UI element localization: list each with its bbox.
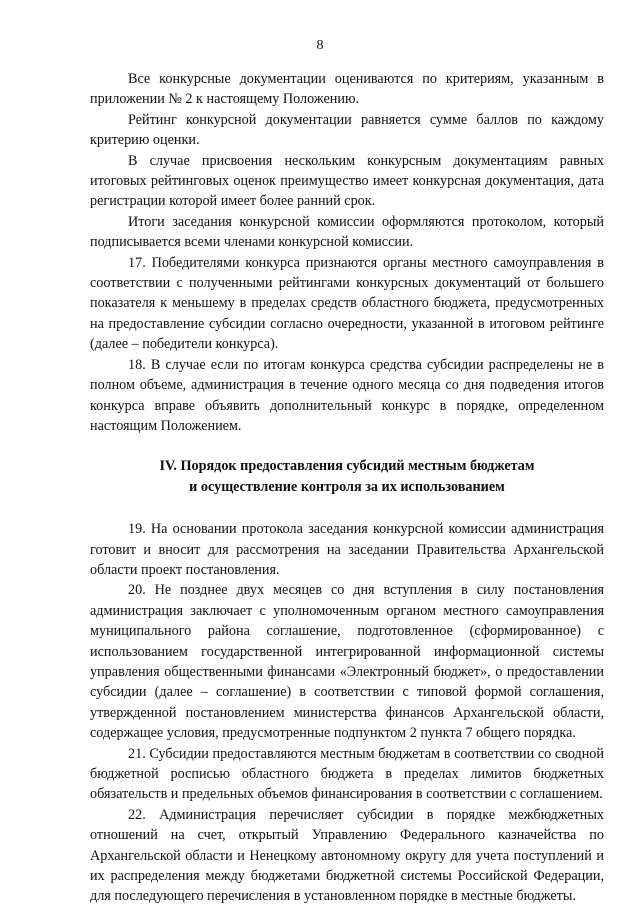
section-heading (90, 456, 604, 497)
paragraph-item-22: 22. Администрация перечисляет субсидии в порядке межбюджетных отношений на счет, открытый Управлению Федерального казначейства по Архангельской области и Ненецкому автономному округу для учета поступлений и их распределения между бюджетами бюджетной системы Российской Федерации, для последующего перечисления в установленном порядке в местные бюджеты. (90, 806, 604, 905)
paragraph-protocol: Итоги заседания конкурсной комиссии оформляются протоколом, который подписывается всеми членами конкурсной комиссии. (90, 213, 604, 251)
paragraph-item-18: 18. В случае если по итогам конкурса средства субсидии распределены не в полном объеме, администрация в течение одного месяца со дня подведения итогов конкурса вправе объявить дополнительный конкурс в порядке, определенном настоящим Положением. (90, 356, 604, 434)
page-number: 8 (316, 38, 324, 53)
paragraph-equal-ratings: В случае присвоения нескольким конкурсным документациям равных итоговых рейтинговых оценок преимущество имеет конкурсная документация, дата регистрации которой имеет более ранний срок. (90, 152, 604, 210)
paragraph-criteria: Все конкурсные документации оцениваются по критериям, указанным в приложении № 2 к настоящему Положению. (90, 71, 604, 108)
paragraph-item-17: 17. Победителями конкурса признаются органы местного самоуправления в соответствии с полученными рейтингами конкурсных документаций от большего показателя к меньшему в пределах средств областного бюджета, предусмотренных на предоставление субсидии согласно очередности, указанной в итоговом рейтинге (далее – победители конкурса). (90, 254, 604, 353)
section-heading-line-2: и осуществление контроля за их использованием (189, 478, 505, 495)
paragraph-item-19: 19. На основании протокола заседания конкурсной комиссии администрация готовит и вносит для рассмотрения на заседании Правительства Архангельской области проект постановления. (90, 521, 604, 578)
paragraph-item-21: 21. Субсидии предоставляются местным бюджетам в соответствии со сводной бюджетной росписью областного бюджета в пределах лимитов бюджетных обязательств и предельных объемов финансирования в соответствии с соглашением. (90, 745, 604, 803)
paragraph-rating: Рейтинг конкурсной документации равняется сумме баллов по каждому критерию оценки. (90, 111, 604, 149)
document-body (90, 69, 604, 907)
paragraph-item-20: 20. Не позднее двух месяцев со дня вступления в силу постановления администрация заключает с уполномоченным органом местного самоуправления муниципального района соглашение, подготовленное (сформированное) с использованием государственной интегрированной информационной системы управления общественными финансами «Электронный бюджет», о предоставлении субсидии (далее – соглашение) в соответствии с типовой формой соглашения, утвержденной постановлением министерства финансов Архангельской области, содержащее условия, предусмотренные подпунктом 2 пункта 7 общего порядка. (90, 582, 604, 742)
section-heading-line-1: IV. Порядок предоставления субсидий местным бюджетам (159, 458, 535, 475)
